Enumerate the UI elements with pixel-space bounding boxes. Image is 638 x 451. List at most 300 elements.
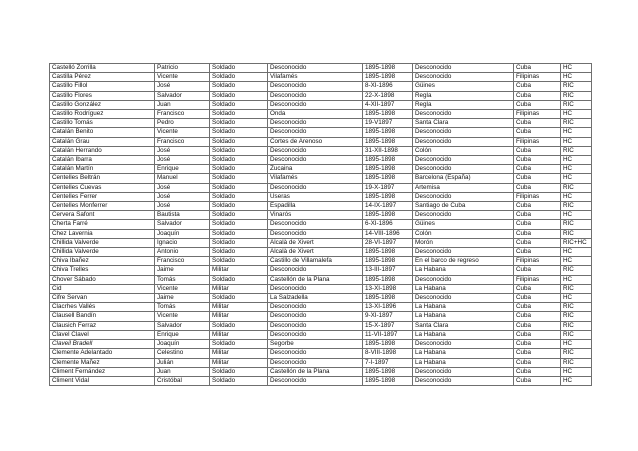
cell-surname: Centelles Cuevas — [50, 183, 155, 192]
cell-date: 1895-1898 — [363, 174, 413, 183]
cell-birthplace: Desconocido — [268, 146, 363, 155]
cell-source: HC — [561, 248, 592, 257]
cell-source: HC — [561, 192, 592, 201]
cell-surname: Climent Vidal — [50, 376, 155, 385]
cell-rank: Soldado — [210, 156, 268, 165]
table-row — [50, 220, 592, 229]
cell-destination: Cuba — [514, 82, 561, 91]
cell-date: 31-XII-1898 — [363, 146, 413, 155]
cell-destination: Cuba — [514, 165, 561, 174]
table-row — [50, 137, 592, 146]
table-row — [50, 266, 592, 275]
cell-birthplace: Castellón de la Plana — [268, 275, 363, 284]
cell-given-name: Antonio — [155, 248, 210, 257]
cell-date: 1895-1898 — [363, 137, 413, 146]
cell-date: 6-XI-1896 — [363, 220, 413, 229]
cell-source: HC — [561, 156, 592, 165]
cell-given-name: Francisco — [155, 257, 210, 266]
cell-date: 1895-1898 — [363, 192, 413, 201]
cell-surname: Clacrhes Vallés — [50, 303, 155, 312]
cell-given-name: Patricio — [155, 64, 210, 73]
cell-given-name: José — [155, 202, 210, 211]
cell-birthplace: Vilafamés — [268, 174, 363, 183]
table-row — [50, 312, 592, 321]
table-row — [50, 376, 592, 385]
cell-date: 1895-1898 — [363, 294, 413, 303]
cell-destination: Cuba — [514, 358, 561, 367]
table-row — [50, 100, 592, 109]
cell-rank: Soldado — [210, 275, 268, 284]
cell-rank: Militar — [210, 266, 268, 275]
table-row — [50, 257, 592, 266]
cell-birthplace: Desconocido — [268, 64, 363, 73]
cell-place-of-death: Santiago de Cuba — [413, 202, 514, 211]
cell-date: 4-XII-1897 — [363, 100, 413, 109]
cell-destination: Cuba — [514, 294, 561, 303]
cell-place-of-death: La Habana — [413, 284, 514, 293]
cell-place-of-death: En el barco de regreso — [413, 257, 514, 266]
cell-given-name: José — [155, 146, 210, 155]
cell-destination: Cuba — [514, 91, 561, 100]
cell-place-of-death: Desconocido — [413, 137, 514, 146]
cell-date: 28-VI-1897 — [363, 238, 413, 247]
table-row — [50, 358, 592, 367]
cell-birthplace: Vinarós — [268, 211, 363, 220]
cell-destination: Filipinas — [514, 192, 561, 201]
table-row — [50, 192, 592, 201]
cell-date: 14-IX-1897 — [363, 202, 413, 211]
cell-rank: Soldado — [210, 321, 268, 330]
cell-birthplace: Desconocido — [268, 220, 363, 229]
cell-place-of-death: Güines — [413, 220, 514, 229]
cell-date: 1895-1898 — [363, 340, 413, 349]
cell-rank: Militar — [210, 312, 268, 321]
cell-birthplace: Vilafamés — [268, 73, 363, 82]
cell-given-name: Ignacio — [155, 238, 210, 247]
cell-destination: Cuba — [514, 349, 561, 358]
cell-date: 13-III-1897 — [363, 266, 413, 275]
cell-surname: Clausich Ferraz — [50, 321, 155, 330]
cell-surname: Cherta Farré — [50, 220, 155, 229]
cell-given-name: Joaquín — [155, 229, 210, 238]
cell-surname: Clavel Clavel — [50, 330, 155, 339]
cell-place-of-death: Desconocido — [413, 248, 514, 257]
cell-birthplace: Desconocido — [268, 303, 363, 312]
cell-birthplace: Desconocido — [268, 156, 363, 165]
cell-given-name: José — [155, 156, 210, 165]
cell-date: 19-X-1897 — [363, 183, 413, 192]
cell-place-of-death: Desconocido — [413, 211, 514, 220]
cell-date: 1895-1898 — [363, 156, 413, 165]
table-row — [50, 156, 592, 165]
cell-source: HC — [561, 294, 592, 303]
cell-surname: Clemente Mañez — [50, 358, 155, 367]
cell-surname: Catalán Martín — [50, 165, 155, 174]
cell-birthplace: Desconocido — [268, 128, 363, 137]
cell-surname: Catalán Benito — [50, 128, 155, 137]
cell-given-name: Bautista — [155, 211, 210, 220]
cell-date: 1895-1898 — [363, 64, 413, 73]
cell-destination: Cuba — [514, 183, 561, 192]
cell-destination: Cuba — [514, 284, 561, 293]
cell-place-of-death: Desconocido — [413, 110, 514, 119]
cell-birthplace: Onda — [268, 110, 363, 119]
cell-source: HC — [561, 376, 592, 385]
cell-date: 1895-1898 — [363, 165, 413, 174]
cell-source: RIC — [561, 220, 592, 229]
cell-given-name: Vicente — [155, 312, 210, 321]
table-row — [50, 91, 592, 100]
cell-surname: Castilla Pérez — [50, 73, 155, 82]
cell-date: 1895-1898 — [363, 110, 413, 119]
cell-rank: Soldado — [210, 238, 268, 247]
cell-birthplace: Desconocido — [268, 330, 363, 339]
cell-date: 1895-1898 — [363, 73, 413, 82]
cell-surname: Castillo Rodríguez — [50, 110, 155, 119]
cell-source: RIC — [561, 183, 592, 192]
cell-birthplace: Desconocido — [268, 119, 363, 128]
cell-source: RIC — [561, 202, 592, 211]
cell-source: HC — [561, 174, 592, 183]
cell-surname: Cid — [50, 284, 155, 293]
cell-source: HC — [561, 367, 592, 376]
cell-rank: Soldado — [210, 211, 268, 220]
table-row — [50, 64, 592, 73]
cell-surname: Claveil Bradell — [50, 340, 155, 349]
cell-rank: Soldado — [210, 229, 268, 238]
cell-place-of-death: Desconocido — [413, 73, 514, 82]
cell-source: HC — [561, 275, 592, 284]
cell-place-of-death: Desconocido — [413, 367, 514, 376]
cell-given-name: Salvador — [155, 91, 210, 100]
cell-surname: Castillo Flores — [50, 91, 155, 100]
cell-date: 13-XI-1898 — [363, 284, 413, 293]
cell-given-name: Juan — [155, 100, 210, 109]
cell-place-of-death: Desconocido — [413, 64, 514, 73]
cell-place-of-death: Artemisa — [413, 183, 514, 192]
cell-rank: Soldado — [210, 119, 268, 128]
table-row — [50, 330, 592, 339]
cell-surname: Cervera Safont — [50, 211, 155, 220]
cell-destination: Filipinas — [514, 275, 561, 284]
cell-destination: Cuba — [514, 64, 561, 73]
cell-given-name: Cristóbal — [155, 376, 210, 385]
table-row — [50, 146, 592, 155]
cell-surname: Catalán Herrando — [50, 146, 155, 155]
cell-rank: Soldado — [210, 100, 268, 109]
cell-destination: Cuba — [514, 156, 561, 165]
cell-given-name: Julián — [155, 358, 210, 367]
cell-birthplace: Desconocido — [268, 91, 363, 100]
cell-surname: Centelles Beltrán — [50, 174, 155, 183]
cell-given-name: Francisco — [155, 110, 210, 119]
cell-surname: Castillo Tomás — [50, 119, 155, 128]
cell-rank: Soldado — [210, 73, 268, 82]
cell-rank: Soldado — [210, 257, 268, 266]
cell-birthplace: Desconocido — [268, 349, 363, 358]
cell-rank: Soldado — [210, 294, 268, 303]
cell-date: 1895-1898 — [363, 128, 413, 137]
cell-surname: Chover Sábado — [50, 275, 155, 284]
cell-rank: Militar — [210, 284, 268, 293]
table-row — [50, 110, 592, 119]
table-row — [50, 303, 592, 312]
cell-source: RIC — [561, 100, 592, 109]
cell-surname: Castelló Zorrilla — [50, 64, 155, 73]
cell-source: HC — [561, 137, 592, 146]
cell-rank: Soldado — [210, 202, 268, 211]
cell-place-of-death: La Habana — [413, 266, 514, 275]
cell-source: HC — [561, 110, 592, 119]
cell-source: RIC — [561, 146, 592, 155]
cell-source: RIC — [561, 91, 592, 100]
cell-date: 9-XI-1897 — [363, 312, 413, 321]
table-row — [50, 202, 592, 211]
cell-source: RIC — [561, 321, 592, 330]
records-table — [49, 63, 592, 386]
cell-place-of-death: Desconocido — [413, 165, 514, 174]
cell-place-of-death: Colón — [413, 146, 514, 155]
cell-place-of-death: Regla — [413, 100, 514, 109]
cell-date: 22-X-1898 — [363, 91, 413, 100]
cell-place-of-death: Regla — [413, 91, 514, 100]
table-row — [50, 349, 592, 358]
table-row — [50, 321, 592, 330]
cell-rank: Soldado — [210, 137, 268, 146]
cell-date: 8-XI-1896 — [363, 82, 413, 91]
cell-rank: Soldado — [210, 183, 268, 192]
cell-given-name: Manuel — [155, 174, 210, 183]
cell-source: RIC — [561, 119, 592, 128]
cell-source: HC — [561, 128, 592, 137]
cell-destination: Cuba — [514, 266, 561, 275]
cell-source: RIC — [561, 358, 592, 367]
cell-place-of-death: Santa Clara — [413, 119, 514, 128]
cell-source: RIC — [561, 284, 592, 293]
table-row — [50, 73, 592, 82]
cell-rank: Soldado — [210, 165, 268, 174]
table-row — [50, 183, 592, 192]
cell-rank: Soldado — [210, 146, 268, 155]
cell-date: 1895-1898 — [363, 211, 413, 220]
cell-date: 15-X-1897 — [363, 321, 413, 330]
table-row — [50, 284, 592, 293]
cell-destination: Cuba — [514, 376, 561, 385]
cell-destination: Filipinas — [514, 73, 561, 82]
cell-rank: Militar — [210, 330, 268, 339]
cell-surname: Climent Fernández — [50, 367, 155, 376]
cell-birthplace: Segorbe — [268, 340, 363, 349]
cell-destination: Cuba — [514, 100, 561, 109]
cell-source: RIC — [561, 349, 592, 358]
cell-birthplace: La Salzadella — [268, 294, 363, 303]
cell-surname: Chillida Valverde — [50, 238, 155, 247]
cell-source: RIC — [561, 229, 592, 238]
cell-surname: Clausell Bandín — [50, 312, 155, 321]
cell-source: RIC — [561, 330, 592, 339]
cell-date: 19-V1897 — [363, 119, 413, 128]
cell-destination: Cuba — [514, 202, 561, 211]
cell-rank: Soldado — [210, 91, 268, 100]
cell-birthplace: Desconocido — [268, 183, 363, 192]
cell-birthplace: Desconocido — [268, 100, 363, 109]
table-row — [50, 82, 592, 91]
cell-given-name: Jaime — [155, 266, 210, 275]
cell-rank: Soldado — [210, 174, 268, 183]
table-row — [50, 119, 592, 128]
cell-surname: Chiva Trelles — [50, 266, 155, 275]
cell-source: HC — [561, 64, 592, 73]
cell-source: RIC — [561, 303, 592, 312]
cell-destination: Cuba — [514, 220, 561, 229]
cell-source: RIC — [561, 312, 592, 321]
table-row — [50, 174, 592, 183]
cell-destination: Cuba — [514, 211, 561, 220]
cell-place-of-death: Desconocido — [413, 376, 514, 385]
cell-source: RIC+HC — [561, 238, 592, 247]
cell-place-of-death: Barcelona (España) — [413, 174, 514, 183]
cell-surname: Catalán Grau — [50, 137, 155, 146]
cell-rank: Soldado — [210, 248, 268, 257]
cell-surname: Chiva Ibañez — [50, 257, 155, 266]
cell-destination: Filipinas — [514, 257, 561, 266]
cell-date: 1895-1898 — [363, 367, 413, 376]
cell-destination: Filipinas — [514, 110, 561, 119]
cell-given-name: Tomás — [155, 275, 210, 284]
cell-place-of-death: La Habana — [413, 330, 514, 339]
cell-place-of-death: Desconocido — [413, 340, 514, 349]
cell-destination: Cuba — [514, 174, 561, 183]
cell-destination: Filipinas — [514, 137, 561, 146]
cell-rank: Militar — [210, 349, 268, 358]
cell-date: 1895-1898 — [363, 257, 413, 266]
cell-place-of-death: La Habana — [413, 349, 514, 358]
cell-source: HC — [561, 211, 592, 220]
cell-given-name: Jaime — [155, 294, 210, 303]
cell-birthplace: Desconocido — [268, 321, 363, 330]
cell-source: HC — [561, 73, 592, 82]
table-row — [50, 367, 592, 376]
cell-rank: Soldado — [210, 192, 268, 201]
cell-given-name: José — [155, 183, 210, 192]
cell-birthplace: Cortes de Arenoso — [268, 137, 363, 146]
cell-surname: Centelles Ferrer — [50, 192, 155, 201]
cell-date: 1895-1898 — [363, 376, 413, 385]
cell-rank: Soldado — [210, 340, 268, 349]
cell-birthplace: Castellón de la Plana — [268, 367, 363, 376]
cell-birthplace: Desconocido — [268, 284, 363, 293]
cell-destination: Cuba — [514, 146, 561, 155]
cell-date: 1895-1898 — [363, 248, 413, 257]
cell-destination: Cuba — [514, 340, 561, 349]
cell-rank: Soldado — [210, 376, 268, 385]
cell-source: HC — [561, 257, 592, 266]
cell-place-of-death: Desconocido — [413, 192, 514, 201]
cell-surname: Clemente Adelantado — [50, 349, 155, 358]
cell-date: 14-VIII-1896 — [363, 229, 413, 238]
cell-rank: Soldado — [210, 367, 268, 376]
cell-birthplace: Desconocido — [268, 358, 363, 367]
cell-given-name: Vicente — [155, 128, 210, 137]
cell-date: 13-XI-1896 — [363, 303, 413, 312]
table-row — [50, 165, 592, 174]
cell-given-name: Enrique — [155, 330, 210, 339]
cell-surname: Centelles Monferrer — [50, 202, 155, 211]
cell-destination: Cuba — [514, 303, 561, 312]
cell-surname: Chez Lavernia — [50, 229, 155, 238]
cell-birthplace: Alcalà de Xivert — [268, 248, 363, 257]
cell-destination: Cuba — [514, 367, 561, 376]
cell-surname: Chillida Valverde — [50, 248, 155, 257]
cell-birthplace: Desconocido — [268, 312, 363, 321]
cell-birthplace: Alcalà de Xivert — [268, 238, 363, 247]
cell-place-of-death: Desconocido — [413, 294, 514, 303]
cell-birthplace: Castillo de Villamalefa — [268, 257, 363, 266]
cell-birthplace: Desconocido — [268, 266, 363, 275]
cell-destination: Cuba — [514, 229, 561, 238]
cell-destination: Cuba — [514, 312, 561, 321]
cell-given-name: Joaquín — [155, 340, 210, 349]
cell-date: 11-VII-1897 — [363, 330, 413, 339]
table-row — [50, 294, 592, 303]
cell-birthplace: Zucaina — [268, 165, 363, 174]
cell-place-of-death: La Habana — [413, 358, 514, 367]
table-row — [50, 128, 592, 137]
cell-rank: Soldado — [210, 82, 268, 91]
cell-given-name: José — [155, 82, 210, 91]
table-row — [50, 211, 592, 220]
cell-destination: Cuba — [514, 248, 561, 257]
cell-rank: Soldado — [210, 110, 268, 119]
cell-birthplace: Desconocido — [268, 82, 363, 91]
table-row — [50, 340, 592, 349]
cell-given-name: Tomás — [155, 303, 210, 312]
records-table-body — [50, 64, 592, 386]
cell-place-of-death: Morón — [413, 238, 514, 247]
cell-given-name: Salvador — [155, 321, 210, 330]
cell-place-of-death: Colón — [413, 229, 514, 238]
table-row — [50, 275, 592, 284]
cell-birthplace: Desconocido — [268, 376, 363, 385]
cell-rank: Militar — [210, 358, 268, 367]
cell-given-name: Enrique — [155, 165, 210, 174]
cell-surname: Castillo González — [50, 100, 155, 109]
cell-surname: Cifre Servan — [50, 294, 155, 303]
cell-destination: Cuba — [514, 238, 561, 247]
cell-source: HC — [561, 340, 592, 349]
cell-place-of-death: Santa Clara — [413, 321, 514, 330]
cell-destination: Cuba — [514, 321, 561, 330]
cell-place-of-death: Desconocido — [413, 275, 514, 284]
cell-given-name: Celestino — [155, 349, 210, 358]
cell-birthplace: Desconocido — [268, 229, 363, 238]
cell-date: 1895-1898 — [363, 275, 413, 284]
cell-rank: Soldado — [210, 64, 268, 73]
cell-place-of-death: Desconocido — [413, 156, 514, 165]
cell-birthplace: Useras — [268, 192, 363, 201]
cell-place-of-death: La Habana — [413, 312, 514, 321]
cell-given-name: Pedro — [155, 119, 210, 128]
cell-place-of-death: La Habana — [413, 303, 514, 312]
cell-birthplace: Espadilla — [268, 202, 363, 211]
cell-given-name: Salvador — [155, 220, 210, 229]
cell-given-name: Juan — [155, 367, 210, 376]
cell-place-of-death: Güines — [413, 82, 514, 91]
cell-date: 8-VIII-1898 — [363, 349, 413, 358]
cell-source: HC — [561, 165, 592, 174]
cell-given-name: Vicente — [155, 73, 210, 82]
cell-place-of-death: Desconocido — [413, 128, 514, 137]
